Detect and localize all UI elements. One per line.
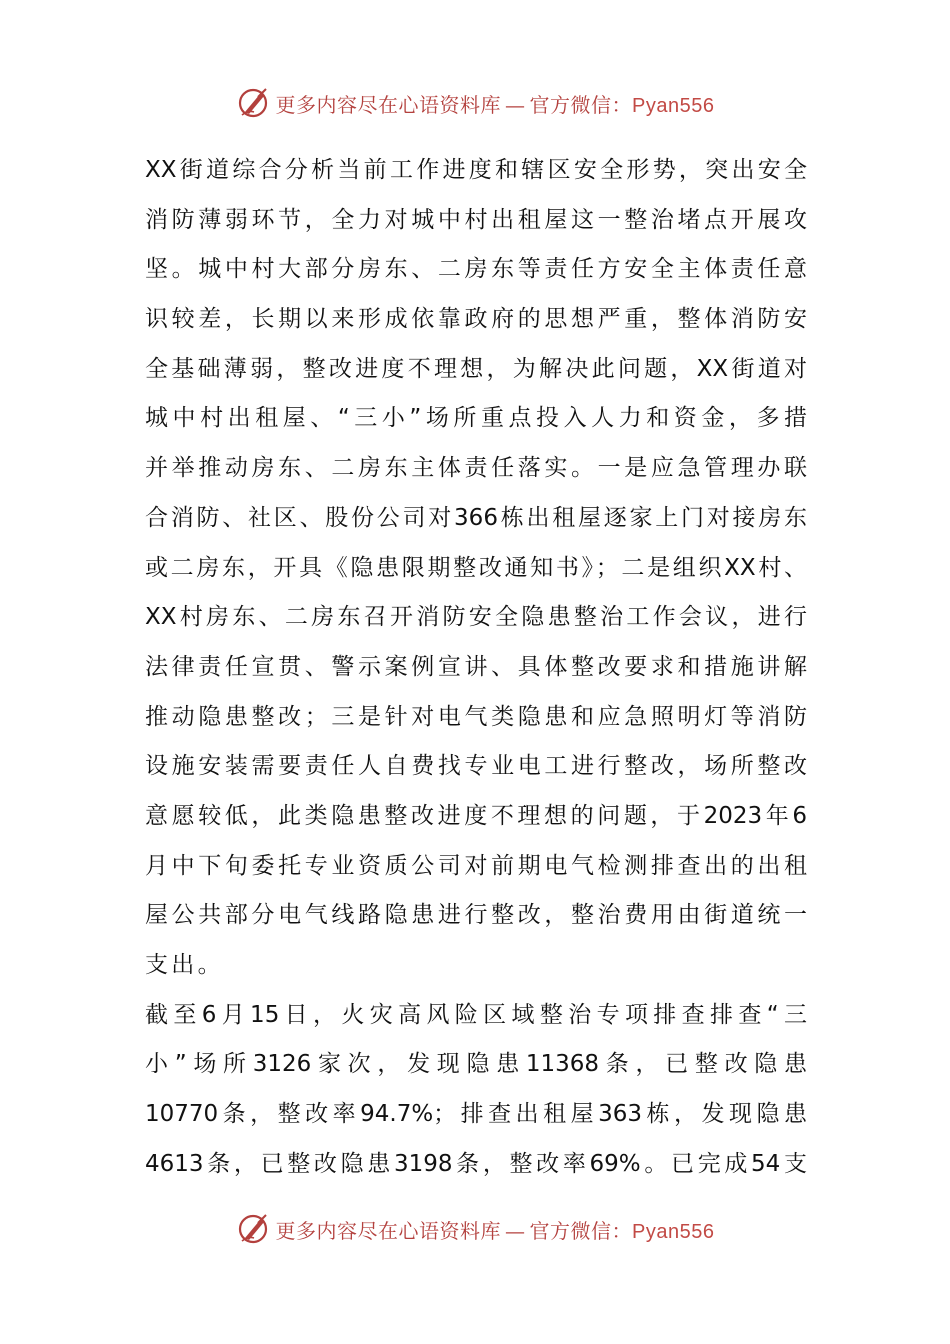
text-line: 设施安装需要责任人自费找专业电工进行整改，场所整改 (145, 753, 807, 780)
text-line: 合消防、社区、股份公司对366栋出租屋逐家上门对接房东 (145, 504, 807, 531)
text-line: 坚。城中村大部分房东、二房东等责任方安全主体责任意 (145, 256, 807, 283)
watermark-label: 更多内容尽在心语资料库 (275, 1218, 502, 1243)
watermark-separator: — (505, 92, 526, 117)
text-line: 推动隐患整改；三是针对电气类隐患和应急照明灯等消防 (145, 703, 807, 730)
document-body (145, 146, 807, 1189)
text-line: 消防薄弱环节，全力对城中村出租屋这一整治堵点开展攻 (145, 206, 807, 233)
text-line: 城中村出租屋、“三小”场所重点投入人力和资金，多措 (145, 405, 807, 432)
text-line: 截至6月15日，火灾高风险区域整治专项排查排查“三 (145, 1001, 807, 1028)
header-watermark (0, 83, 950, 123)
watermark-wechat-id: Pyan556 (632, 94, 715, 117)
watermark-label: 更多内容尽在心语资料库 (275, 92, 502, 117)
footer-watermark (0, 1209, 950, 1249)
watermark-wechat-label: 官方微信： (529, 1218, 633, 1243)
text-line: 识较差，长期以来形成依靠政府的思想严重，整体消防安 (145, 306, 807, 333)
quill-pen-logo-icon (236, 1211, 272, 1247)
text-line: XX村房东、二房东召开消防安全隐患整治工作会议，进行 (145, 604, 807, 631)
text-line: 全基础薄弱，整改进度不理想，为解决此问题，XX街道对 (145, 355, 807, 382)
watermark-wechat-label: 官方微信： (529, 92, 633, 117)
watermark-text (276, 89, 715, 118)
text-line: XX街道综合分析当前工作进度和辖区安全形势，突出安全 (145, 157, 807, 183)
text-line: 支出。 (145, 952, 224, 978)
text-line: 10770条，整改率94.7%；排查出租屋363栋，发现隐患 (145, 1101, 807, 1128)
text-line: 法律责任宣贯、警示案例宣讲、具体整改要求和措施讲解 (145, 653, 807, 680)
text-line: 屋公共部分电气线路隐患进行整改，整治费用由街道统一 (145, 902, 807, 929)
quill-pen-logo-icon (236, 85, 272, 121)
text-line: 或二房东，开具《隐患限期整改通知书》；二是组织XX村、 (145, 554, 807, 581)
text-line: 月中下旬委托专业资质公司对前期电气检测排查出的出租 (145, 852, 807, 879)
watermark-wechat-id: Pyan556 (632, 1220, 715, 1243)
text-line: 4613条，已整改隐患3198条，整改率69%。已完成54支 (145, 1150, 807, 1177)
text-line: 并举推动房东、二房东主体责任落实。一是应急管理办联 (145, 455, 807, 482)
text-line: 小”场所3126家次，发现隐患11368条，已整改隐患 (145, 1051, 807, 1078)
watermark-text (276, 1215, 715, 1244)
text-line: 意愿较低，此类隐患整改进度不理想的问题，于2023年6 (145, 802, 807, 829)
watermark-separator: — (505, 1218, 526, 1243)
